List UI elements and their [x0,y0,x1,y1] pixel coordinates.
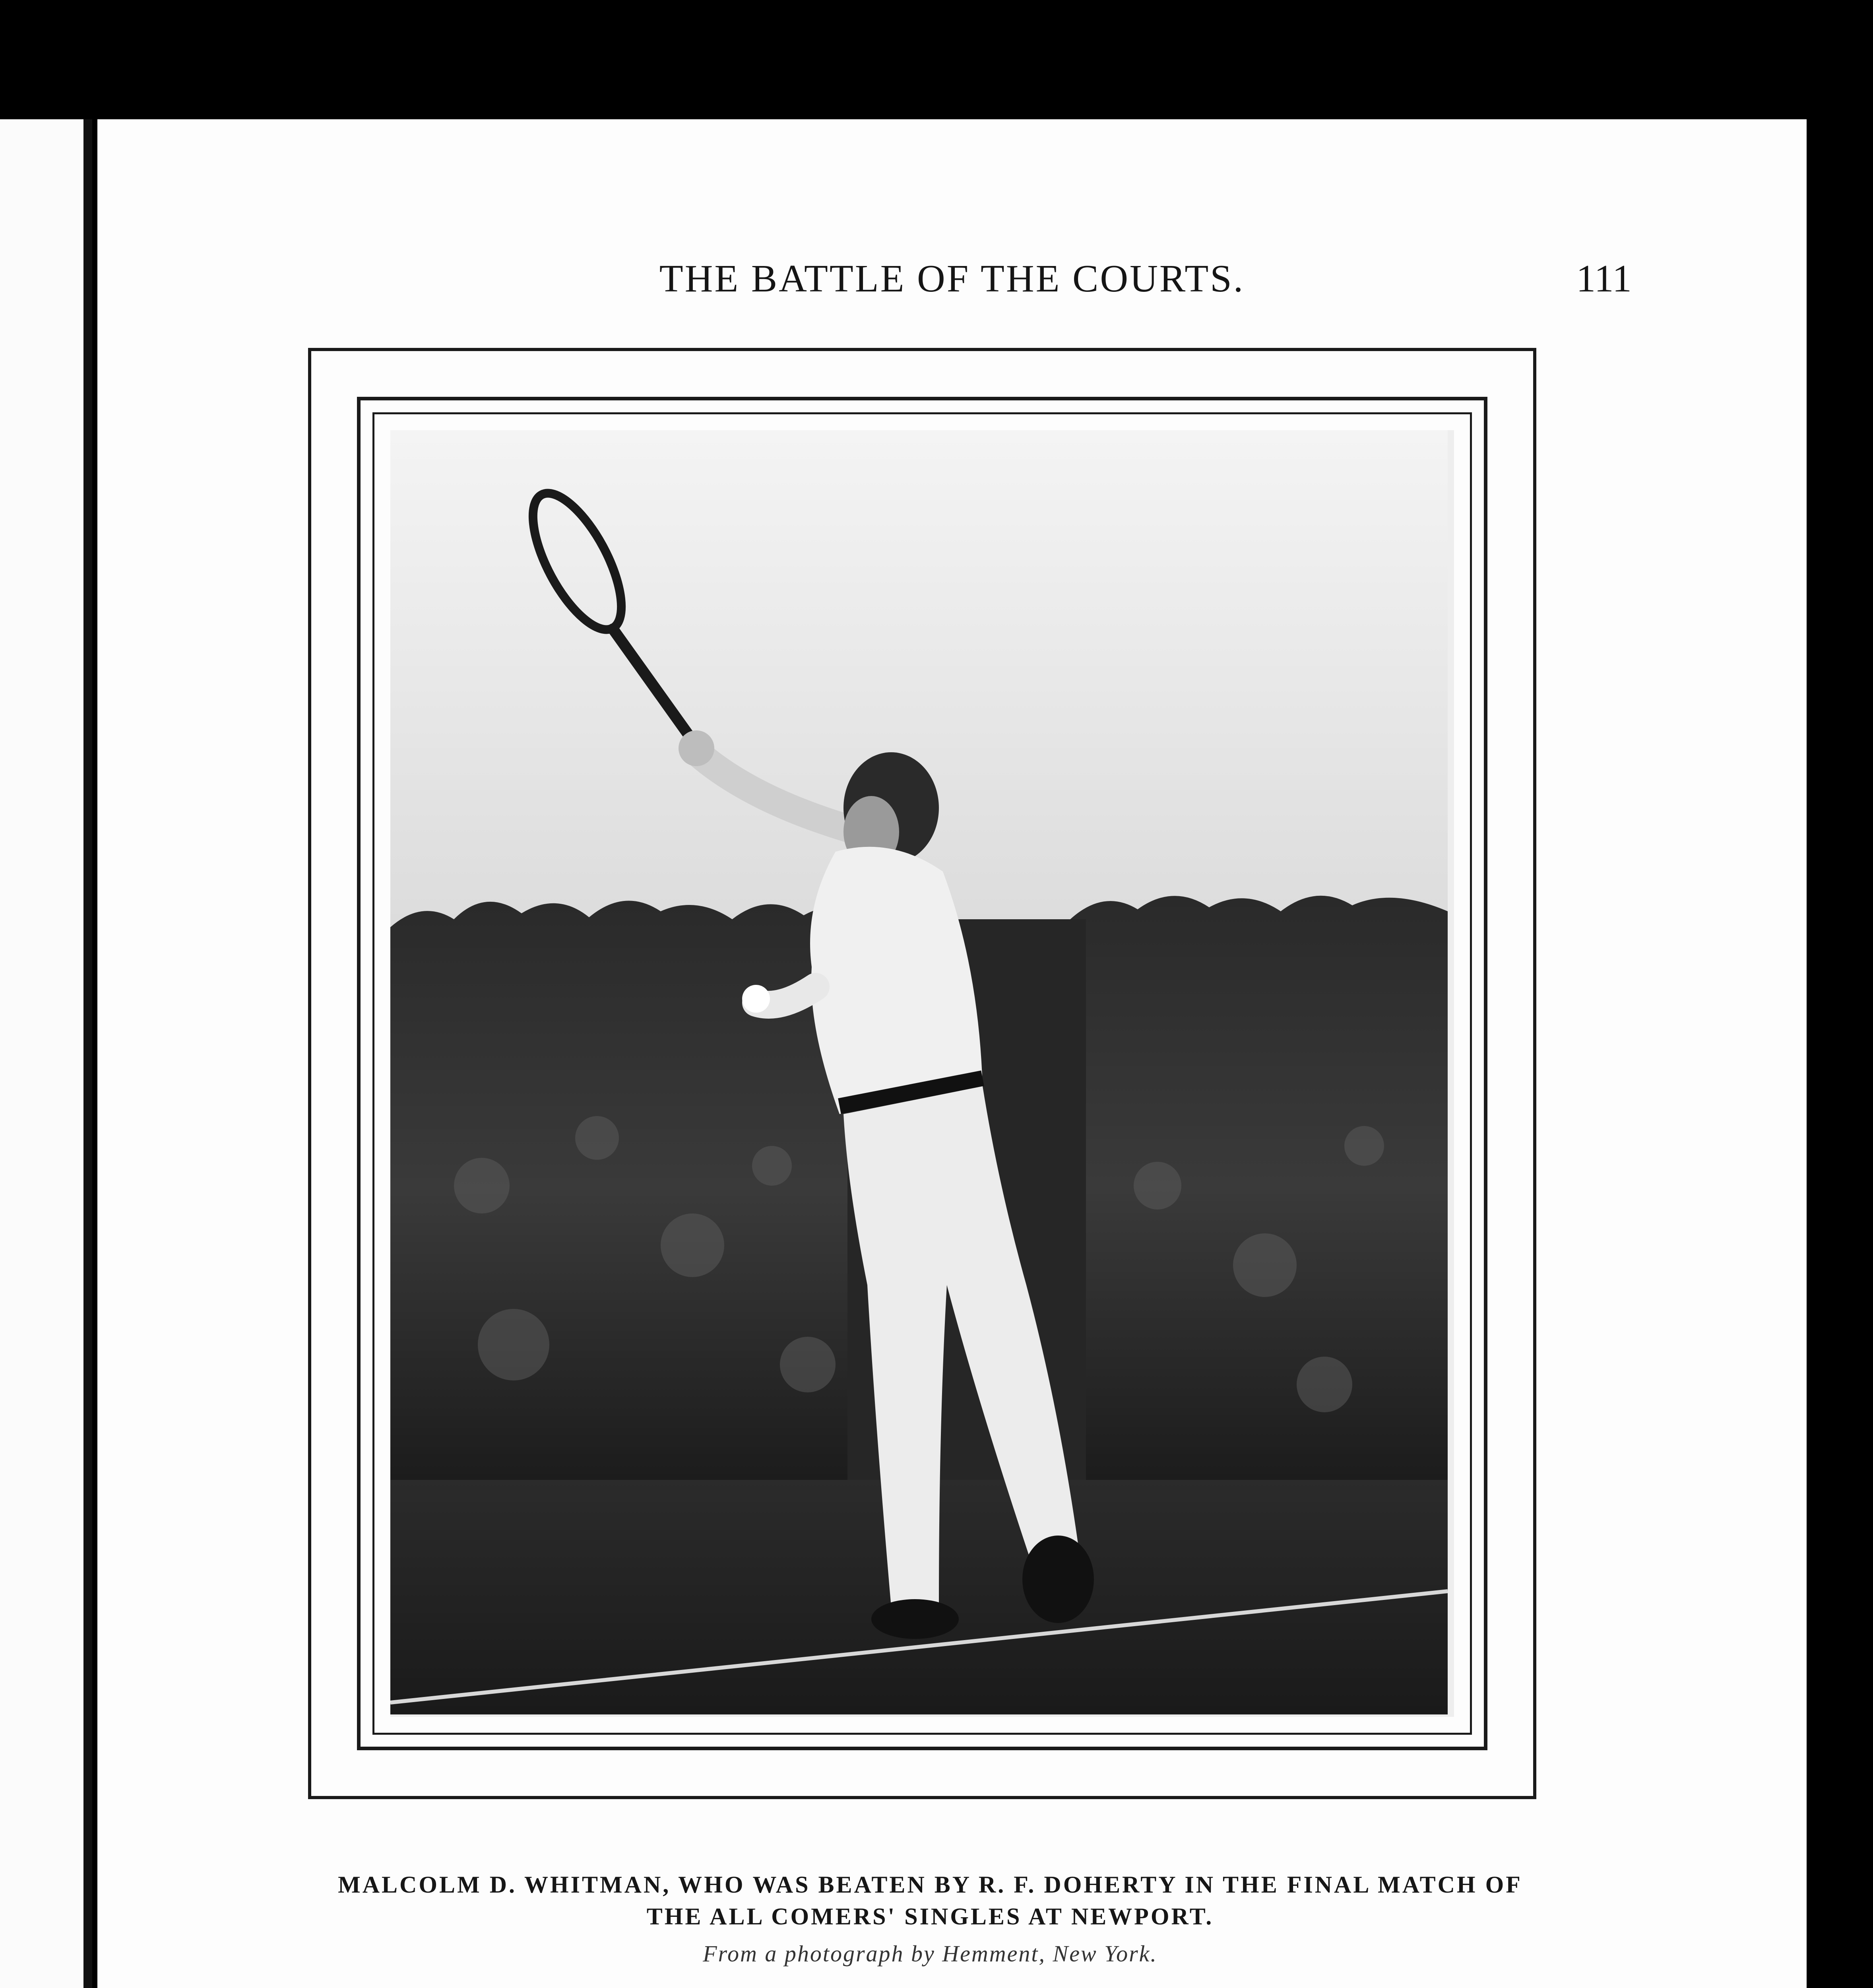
photo-frame-rule [357,397,1487,1750]
photo-caption-line-1: MALCOLM D. WHITMAN, WHO WAS BEATEN BY R. F. DOHERTY IN THE FINAL MATCH OF [338,1872,1522,1898]
page-number: 111 [1576,257,1632,300]
photo-caption-line-2: THE ALL COMERS' SINGLES AT NEWPORT. [646,1903,1214,1930]
photo-frame [308,348,1536,1799]
running-head [97,256,1807,308]
running-title: THE BATTLE OF THE COURTS. [659,257,1245,300]
photo-credit: From a photograph by Hemment, New York. [703,1941,1158,1967]
facing-page-edge [0,119,92,1988]
magazine-page [97,119,1807,1988]
tennis-player-illustration [390,430,1448,1714]
tennis-player-photograph [390,430,1454,1717]
photo-frame-inner-rule [372,412,1472,1735]
